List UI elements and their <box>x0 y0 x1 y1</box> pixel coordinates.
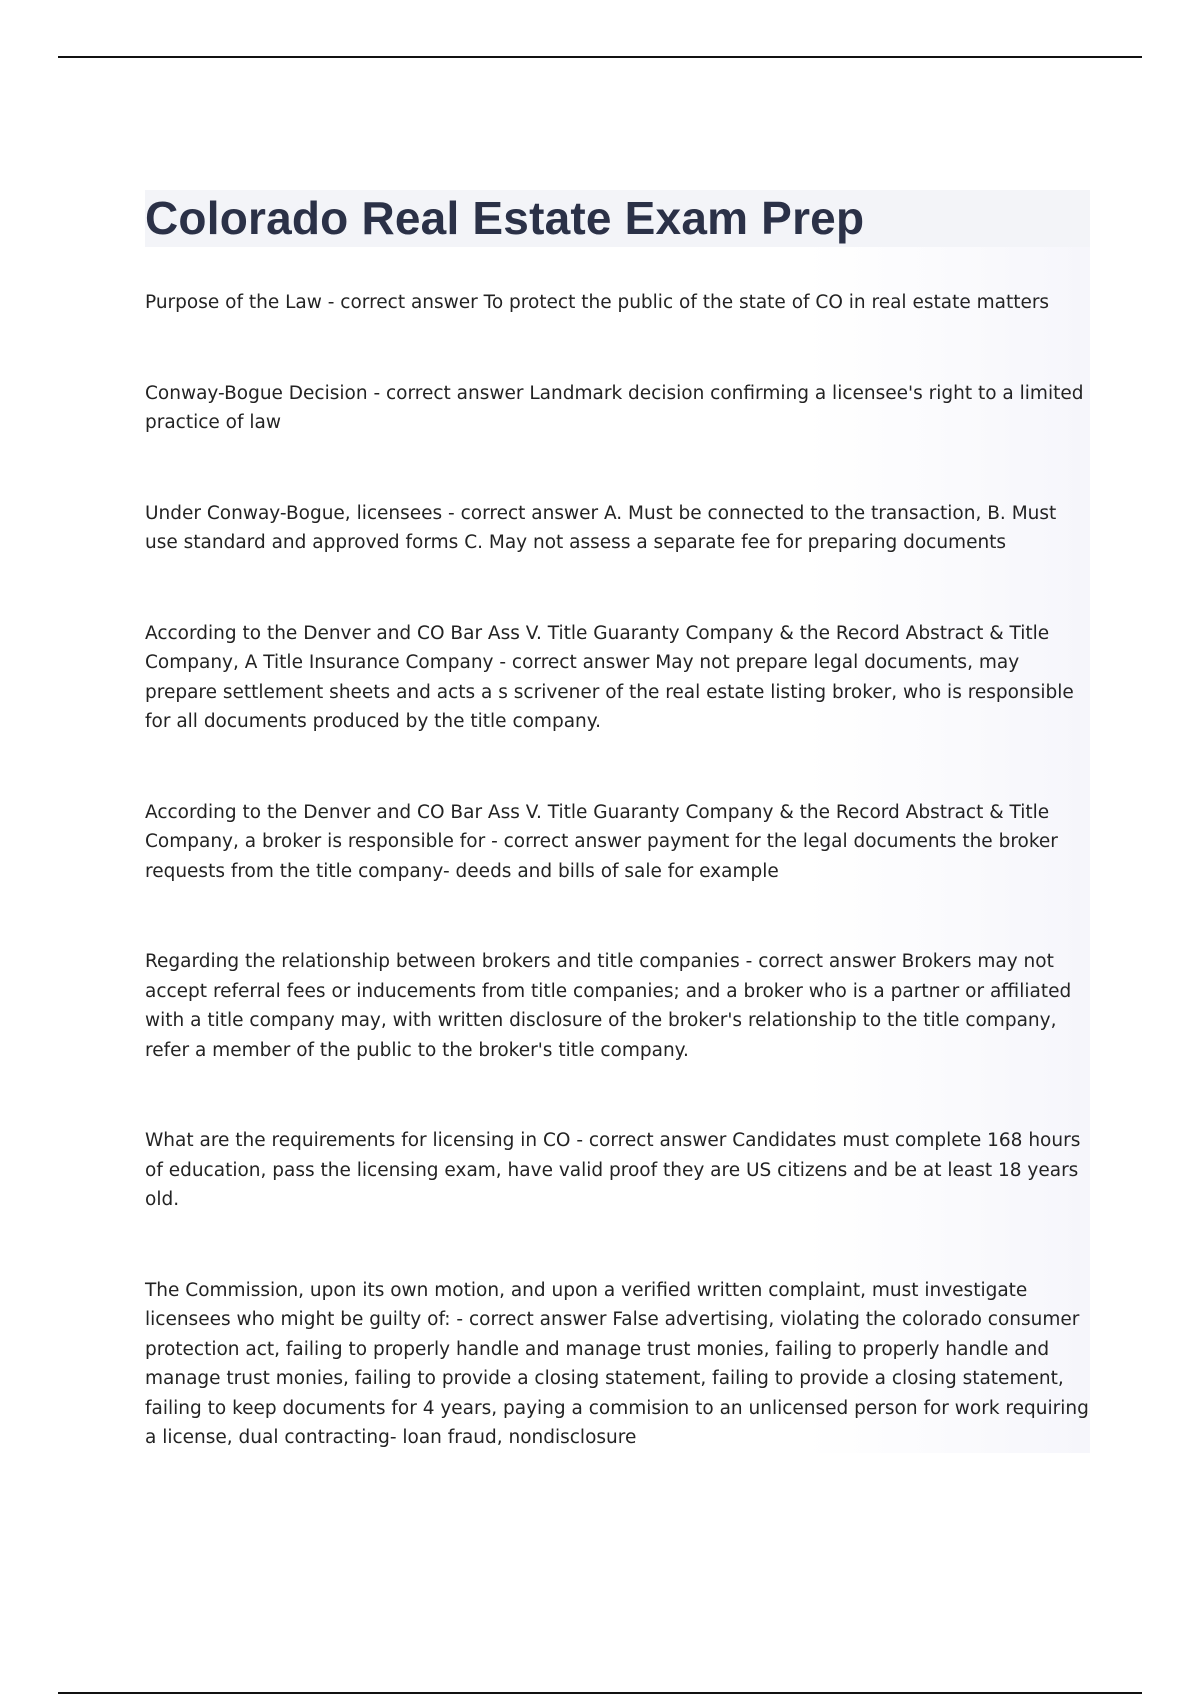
qa-question: What are the requirements for licensing in CO <box>145 1130 571 1151</box>
qa-answer: Brokers may not accept referral fees or inducements from title companies; and a broker who is a partner or affiliated with a title company may, with written disclosure of the broker's relationship to the title company, refer a member of the public to the broker's title company. <box>145 951 1072 1061</box>
qa-answer: payment for the legal documents the broker requests from the title company- deeds and bills of sale for example <box>145 831 1058 882</box>
qa-question: Conway-Bogue Decision <box>145 382 368 404</box>
title-band <box>145 190 1090 247</box>
top-rule <box>58 56 1142 58</box>
qa-question: Regarding the relationship between brokers and title companies <box>145 951 740 972</box>
qa-question: Purpose of the Law <box>145 292 322 313</box>
qa-list <box>145 288 1090 1453</box>
qa-item <box>145 798 1090 887</box>
qa-item <box>145 947 1090 1065</box>
qa-separator: - correct answer <box>739 951 902 972</box>
page-title: Colorado Real Estate Exam Prep <box>145 192 865 244</box>
qa-question: The Commission, upon its own motion, and upon a verified written complaint, must investigate licensees who might be guilty of: <box>145 1279 1028 1330</box>
qa-item <box>145 379 1090 438</box>
qa-answer: May not prepare legal documents, may prepare settlement sheets and acts a s scrivener of the real estate listing broker, who is responsible for all documents produced by the title company. <box>145 652 1074 732</box>
qa-item <box>145 1276 1090 1453</box>
qa-separator: - correct answer <box>570 1130 733 1151</box>
qa-separator: - correct answer <box>450 1309 613 1330</box>
qa-separator: - correct answer <box>442 502 604 524</box>
qa-answer: Landmark decision confirming a licensee's right to a limited practice of law <box>145 382 1084 433</box>
qa-answer: Candidates must complete 168 hours of education, pass the licensing exam, have valid proof they are US citizens and be at least 18 years old. <box>145 1130 1081 1210</box>
qa-separator: - correct answer <box>367 382 530 404</box>
qa-item <box>145 1126 1090 1215</box>
bottom-rule <box>58 1692 1142 1694</box>
document-body <box>145 190 1090 1453</box>
qa-answer: A. Must be connected to the transaction, B. Must use standard and approved forms C. May not assess a separate fee for preparing documents <box>145 502 1057 553</box>
qa-answer: False advertising, violating the colorado consumer protection act, failing to properly handle and manage trust monies, failing to properly handle and manage trust monies, failing to provide a closing statement, failing to provide a closing statement, failing to keep documents for 4 years, paying a commision to an unlicensed person for work requiring a license, dual contracting- loan fraud, nondisclosure <box>145 1309 1089 1448</box>
qa-question: Under Conway-Bogue, licensees <box>145 502 443 524</box>
qa-question: According to the Denver and CO Bar Ass V. Title Guaranty Company & the Record Abstract & Title Company, A Title Insurance Company <box>145 622 1050 673</box>
qa-separator: - correct answer <box>493 652 656 673</box>
qa-question: According to the Denver and CO Bar Ass V. Title Guaranty Company & the Record Abstract & Title Company, a broker is responsible for <box>145 801 1050 852</box>
qa-item <box>145 288 1090 318</box>
qa-item <box>145 499 1090 558</box>
qa-item <box>145 619 1090 737</box>
qa-separator: - correct answer <box>485 831 647 852</box>
qa-answer: To protect the public of the state of CO in real estate matters <box>483 292 1050 313</box>
qa-separator: - correct answer <box>321 292 484 313</box>
